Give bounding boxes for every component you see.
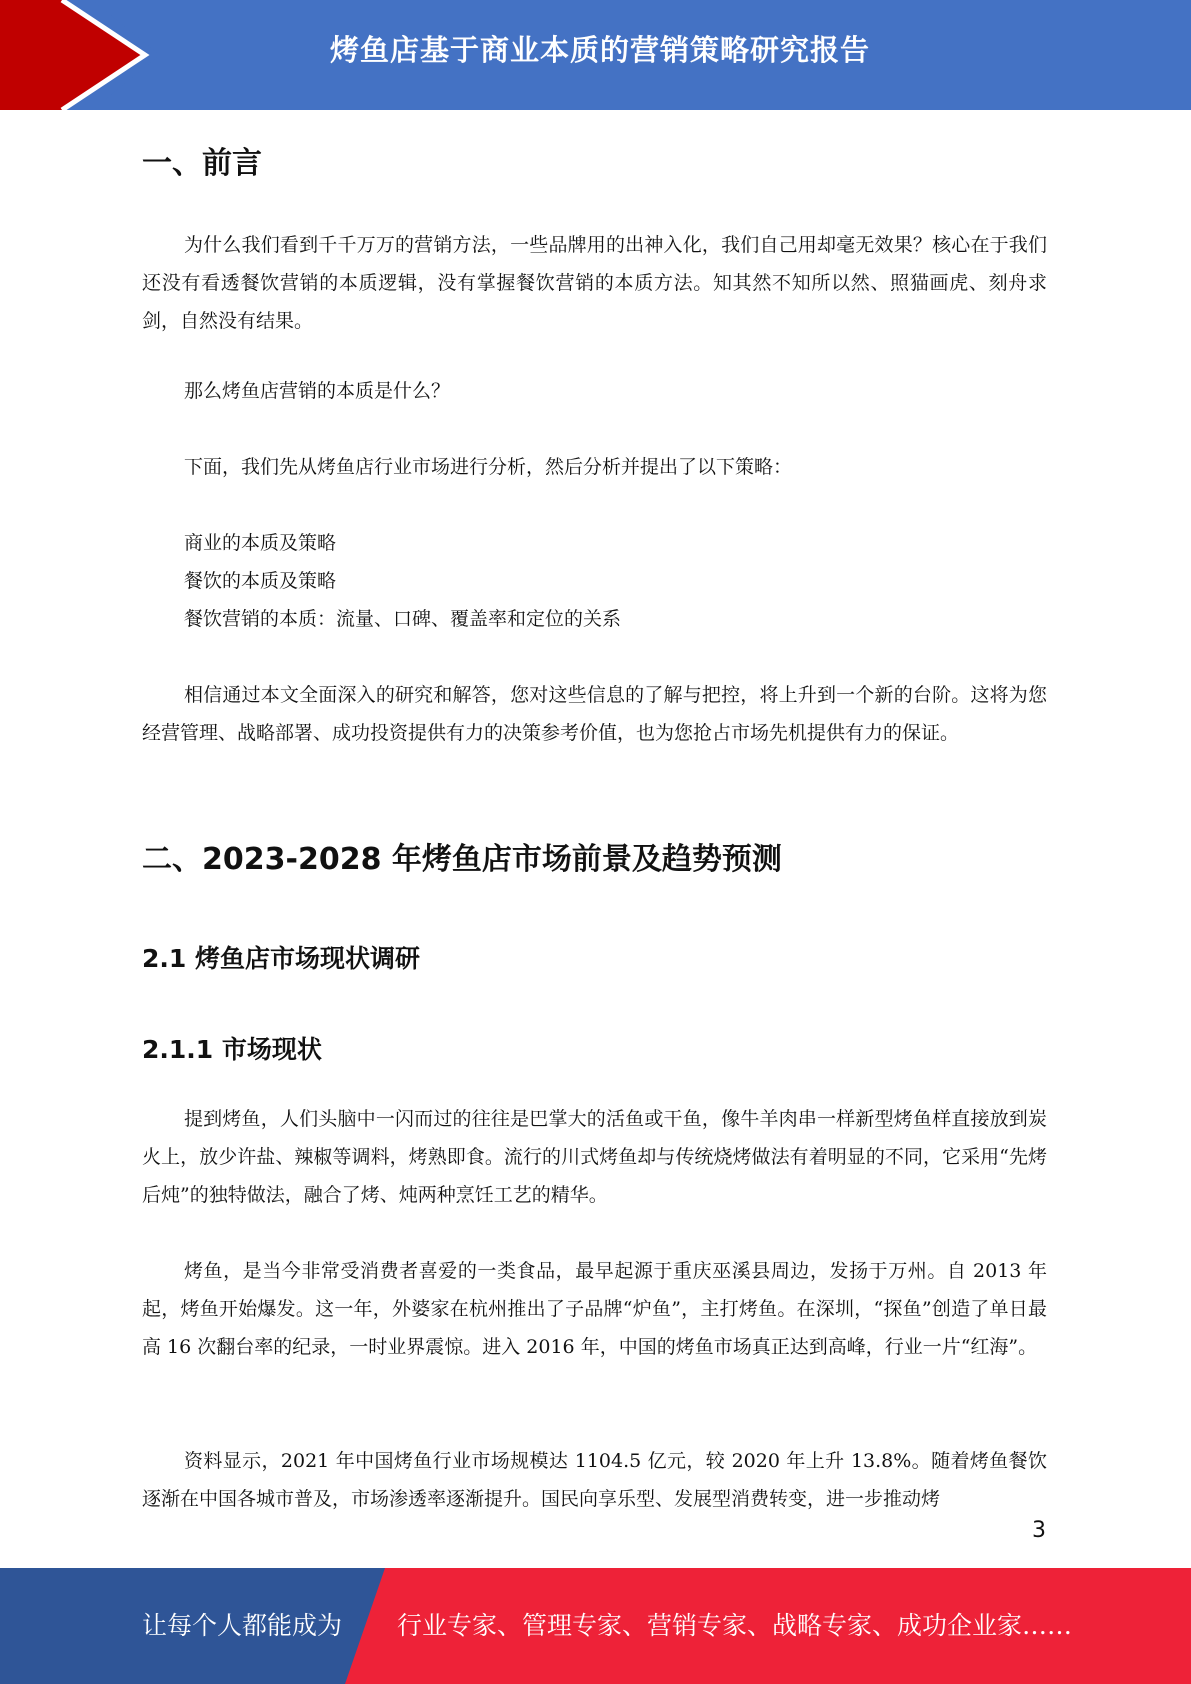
page-header: [0, 0, 1191, 110]
page-number: 3: [1032, 1518, 1046, 1543]
report-title: 烤鱼店基于商业本质的营销策略研究报告: [330, 33, 871, 67]
strategy-list-item: 商业的本质及策略: [184, 532, 337, 554]
footer-slogan-left: 让每个人都能成为: [142, 1611, 343, 1640]
market-paragraph-3: 资料显示，2021 年中国烤鱼行业市场规模达 1104.5 亿元，较 2020 年上升 13.8%。随着烤鱼餐饮逐渐在中国各城市普及，市场渗透率逐渐提升。国民向享乐型、发展型消费转变，进一步推动烤: [142, 1450, 1047, 1510]
intro-paragraph-4: 相信通过本文全面深入的研究和解答，您对这些信息的了解与把控，将上升到一个新的台阶。这将为您经营管理、战略部署、成功投资提供有力的决策参考价值，也为您抢占市场先机提供有力的保证。: [142, 684, 1047, 744]
strategy-list-item: 餐饮的本质及策略: [184, 570, 337, 592]
market-paragraph-1: 提到烤鱼，人们头脑中一闪而过的往往是巴掌大的活鱼或干鱼，像牛羊肉串一样新型烤鱼样直接放到炭火上，放少许盐、辣椒等调料，烤熟即食。流行的川式烤鱼却与传统烧烤做法有着明显的不同，它采用“先烤后炖”的独特做法，融合了烤、炖两种烹饪工艺的精华。: [142, 1108, 1047, 1206]
section-2-1-heading: 2.1 烤鱼店市场现状调研: [142, 944, 420, 973]
section-2-1-1-heading: 2.1.1 市场现状: [142, 1035, 322, 1064]
market-paragraph-2: 烤鱼，是当今非常受消费者喜爱的一类食品，最早起源于重庆巫溪县周边，发扬于万州。自 2013 年起，烤鱼开始爆发。这一年，外婆家在杭州推出了子品牌“炉鱼”，主打烤鱼。在深圳，“探鱼”创造了单日最高 16 次翻台率的纪录，一时业界震惊。进入 2016 年，中国的烤鱼市场真正达到高峰，行业一片“红海”。: [142, 1260, 1047, 1358]
section-1-heading: 一、前言: [142, 146, 262, 181]
red-arrow-decoration: [0, 0, 160, 110]
strategy-list-item: 餐饮营销的本质：流量、口碑、覆盖率和定位的关系: [184, 608, 622, 630]
footer-slogan-right: 行业专家、管理专家、营销专家、战略专家、成功企业家……: [397, 1611, 1073, 1640]
section-2-heading: 二、2023-2028 年烤鱼店市场前景及趋势预测: [142, 842, 782, 877]
intro-question: 那么烤鱼店营销的本质是什么？: [184, 380, 451, 402]
page-footer: [0, 1568, 1191, 1684]
intro-paragraph-1: 为什么我们看到千千万万的营销方法，一些品牌用的出神入化，我们自己用却毫无效果？核心在于我们还没有看透餐饮营销的本质逻辑，没有掌握餐饮营销的本质方法。知其然不知所以然、照猫画虎、刻舟求剑，自然没有结果。: [142, 234, 1047, 332]
intro-paragraph-3: 下面，我们先从烤鱼店行业市场进行分析，然后分析并提出了以下策略：: [184, 456, 793, 478]
